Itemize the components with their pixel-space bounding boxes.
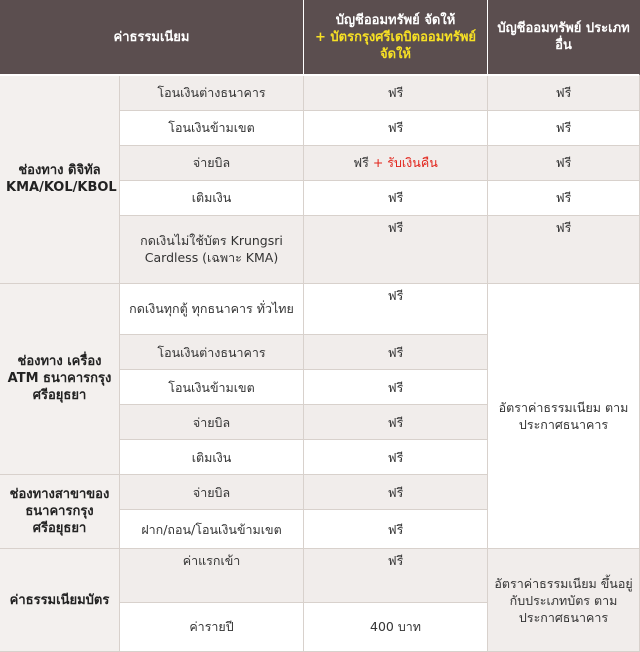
service-label: โอนเงินต่างธนาคาร [120, 335, 304, 370]
service-label: กดเงินไม่ใช้บัตร Krungsri Cardless (เฉพาะ KMA) [120, 216, 304, 284]
fee-value: ฟรี [304, 549, 488, 602]
service-label: เติมเงิน [120, 181, 304, 216]
fee-value: 400 บาท [304, 603, 488, 652]
group-card-fee: ค่าธรรมเนียมบัตร [0, 549, 120, 652]
fee-value-other: ฟรี [488, 76, 640, 111]
table-row [0, 549, 640, 602]
fee-value: ฟรี [304, 76, 488, 111]
fee-value-other: ฟรี [488, 146, 640, 181]
fee-value: ฟรี [304, 335, 488, 370]
group-atm: ช่องทาง เครื่อง ATM ธนาคารกรุง ศรีอยุธยา [0, 284, 120, 475]
cashback-label: + รับเงินคืน [368, 155, 438, 171]
group-branch: ช่องทางสาขาของ ธนาคารกรุง ศรีอยุธยา [0, 475, 120, 549]
header-fee: ค่าธรรมเนียม [0, 0, 304, 76]
fee-free: ฟรี [353, 155, 369, 171]
group-digital: ช่องทาง ดิจิทัล KMA/KOL/KBOL [0, 76, 120, 284]
fee-value: ฟรี [304, 405, 488, 440]
fee-value: ฟรี [304, 181, 488, 216]
service-label: กดเงินทุกตู้ ทุกธนาคาร ทั่วไทย [120, 284, 304, 335]
fee-value: ฟรี [304, 475, 488, 510]
service-label: ค่ารายปี [120, 603, 304, 652]
service-label: โอนเงินต่างธนาคาร [120, 76, 304, 111]
fee-value [304, 146, 488, 181]
fee-value: ฟรี [304, 216, 488, 284]
note-other-atm-branch: อัตราค่าธรรมเนียม ตามประกาศธนาคาร [488, 284, 640, 549]
service-label: จ่ายบิล [120, 146, 304, 181]
fee-value: ฟรี [304, 510, 488, 549]
header-debit-card-line: + บัตรกรุงศรีเดบิตออมทรัพย์ จัดให้ [314, 29, 477, 62]
service-label: ฝาก/ถอน/โอนเงินข้ามเขต [120, 510, 304, 549]
fee-value: ฟรี [304, 440, 488, 475]
table-row [0, 76, 640, 111]
service-label: จ่ายบิล [120, 405, 304, 440]
service-label: โอนเงินข้ามเขต [120, 111, 304, 146]
table-row [0, 284, 640, 335]
service-label: เติมเงิน [120, 440, 304, 475]
note-other-card: อัตราค่าธรรมเนียม ขึ้นอยู่กับประเภทบัตร ตามประกาศธนาคาร [488, 549, 640, 652]
header-other-savings: บัญชีออมทรัพย์ ประเภทอื่น [488, 0, 640, 76]
fee-value: ฟรี [304, 111, 488, 146]
header-savings-line1: บัญชีออมทรัพย์ จัดให้ [335, 12, 456, 28]
fee-value-other: ฟรี [488, 111, 640, 146]
fee-value-other: ฟรี [488, 181, 640, 216]
service-label: ค่าแรกเข้า [120, 549, 304, 602]
service-label: จ่ายบิล [120, 475, 304, 510]
service-label: โอนเงินข้ามเขต [120, 370, 304, 405]
header-savings-with-card [304, 0, 488, 76]
fee-value-other: ฟรี [488, 216, 640, 284]
fee-value: ฟรี [304, 284, 488, 335]
fee-value: ฟรี [304, 370, 488, 405]
